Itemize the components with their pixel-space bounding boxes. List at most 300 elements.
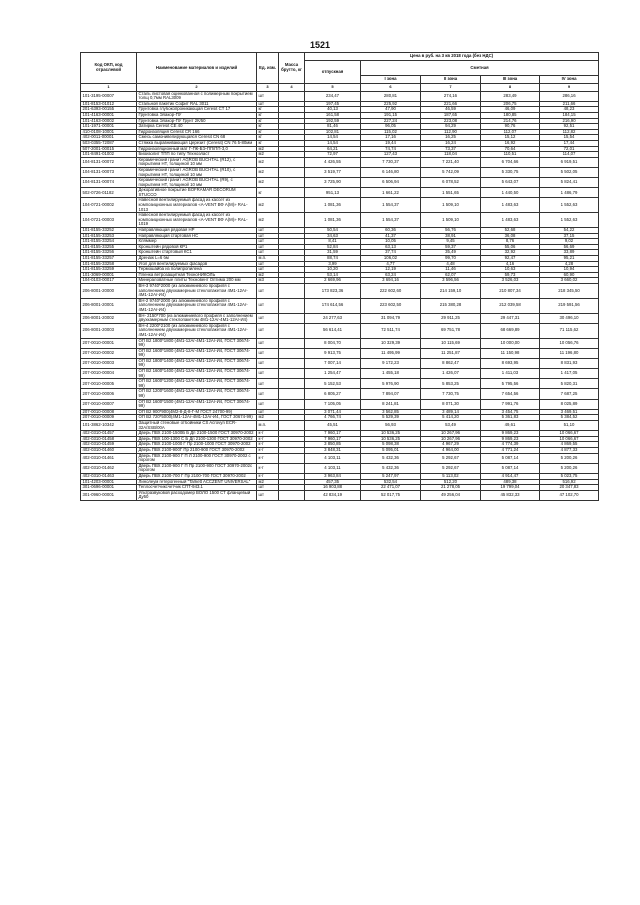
row-zone-1-price: 41,37 bbox=[361, 233, 421, 239]
table-row bbox=[81, 283, 599, 298]
row-unit: шт bbox=[257, 228, 279, 234]
row-zone-4-price: 72,01 bbox=[540, 146, 599, 152]
row-unit: кг bbox=[257, 188, 279, 198]
row-release-price: 10,20 bbox=[305, 267, 361, 273]
row-release-price: 1 081,36 bbox=[305, 213, 361, 228]
row-unit: шт bbox=[257, 490, 279, 500]
row-mass bbox=[279, 379, 305, 389]
row-release-price: 7 105,05 bbox=[305, 399, 361, 409]
row-unit: шт bbox=[257, 313, 279, 323]
row-zone-4-price: 10,94 bbox=[540, 267, 599, 273]
row-zone-1-price: 72 511,74 bbox=[361, 323, 421, 338]
row-release-price: 14,54 bbox=[305, 135, 361, 141]
row-code: 104-8131-00074 bbox=[81, 178, 137, 188]
column-number: 5 bbox=[305, 84, 361, 92]
row-name: Декоративное покрытие BOFRAMAR DECORUM STUCCO bbox=[137, 188, 257, 198]
column-number: 6 bbox=[361, 84, 421, 92]
row-name: Биоизолит ТПП по типу Техноэласт bbox=[137, 152, 257, 158]
row-zone-2-price: 1 551,65 bbox=[421, 188, 481, 198]
header-zone-1: I зона bbox=[361, 76, 421, 84]
row-code: 206-8001-20002 bbox=[81, 313, 137, 323]
row-zone-1-price: 1 554,37 bbox=[361, 213, 421, 228]
row-zone-2-price: 94,29 bbox=[421, 124, 481, 130]
row-mass bbox=[279, 283, 305, 298]
row-zone-2-price: 73,37 bbox=[421, 146, 481, 152]
row-name: Кляммер bbox=[137, 239, 257, 245]
row-name: Керамический гранит AGROB BUCHTAL (R9), с покрытием HT, толщиной 10 мм bbox=[137, 178, 257, 188]
row-code: 101-8155-33252 bbox=[81, 228, 137, 234]
row-zone-3-price: 180,85 bbox=[481, 112, 540, 118]
row-zone-2-price: 5 113,02 bbox=[421, 473, 481, 479]
row-zone-3-price: 6 704,66 bbox=[481, 157, 540, 167]
table-row bbox=[81, 421, 599, 431]
row-code: 206-8001-20001 bbox=[81, 298, 137, 313]
row-release-price: 3 725,90 bbox=[305, 178, 361, 188]
row-zone-4-price: 5 384,52 bbox=[540, 415, 599, 421]
row-mass bbox=[279, 490, 305, 500]
row-zone-4-price: 1 417,05 bbox=[540, 369, 599, 379]
row-zone-4-price: 8 025,89 bbox=[540, 399, 599, 409]
row-zone-1-price: 532,54 bbox=[361, 479, 421, 485]
row-zone-3-price: 5 087,14 bbox=[481, 453, 540, 463]
row-zone-4-price: 5 502,05 bbox=[540, 167, 599, 177]
row-zone-4-price: 3 660,02 bbox=[540, 278, 599, 284]
row-zone-2-price: 4,48 bbox=[421, 261, 481, 267]
row-zone-3-price: 16,92 bbox=[481, 140, 540, 146]
row-name: ОП В2 1800*1800 (4М1-12Ar-4М1-12Ar-И4, ГОСТ 30674-99) bbox=[137, 338, 257, 348]
row-zone-4-price: 10 056,76 bbox=[540, 338, 599, 348]
row-release-price: 3 071,44 bbox=[305, 409, 361, 415]
row-zone-3-price: 49,61 bbox=[481, 421, 540, 431]
row-zone-2-price: 16,24 bbox=[421, 140, 481, 146]
table-row bbox=[81, 399, 599, 409]
row-zone-2-price: 16,25 bbox=[421, 135, 481, 141]
row-zone-1-price: 1 455,18 bbox=[361, 369, 421, 379]
row-unit: шт bbox=[257, 379, 279, 389]
row-zone-4-price: 48,23 bbox=[540, 107, 599, 113]
row-code: 206-8001-20003 bbox=[81, 323, 137, 338]
row-unit: кг bbox=[257, 107, 279, 113]
row-zone-4-price: 114,07 bbox=[540, 152, 599, 158]
row-zone-2-price: 221,66 bbox=[421, 101, 481, 107]
row-release-price: 16 903,88 bbox=[305, 485, 361, 491]
table-row bbox=[81, 389, 599, 399]
row-zone-2-price: 215 380,28 bbox=[421, 298, 481, 313]
row-zone-4-price: 95,21 bbox=[540, 256, 599, 262]
row-release-price: 4 426,55 bbox=[305, 157, 361, 167]
row-zone-3-price: 45 832,33 bbox=[481, 490, 540, 500]
row-unit: шт bbox=[257, 233, 279, 239]
row-unit: шт bbox=[257, 369, 279, 379]
row-zone-2-price: 7 221,40 bbox=[421, 157, 481, 167]
row-release-price: 4 766,74 bbox=[305, 415, 361, 421]
row-code: 101-3862-10342 bbox=[81, 421, 137, 431]
row-zone-4-price: 4 869,55 bbox=[540, 442, 599, 448]
row-zone-4-price: 1 552,63 bbox=[540, 198, 599, 213]
row-mass bbox=[279, 463, 305, 473]
row-mass bbox=[279, 91, 305, 101]
row-zone-3-price: 8,76 bbox=[481, 239, 540, 245]
row-zone-2-price: 223,08 bbox=[421, 118, 481, 124]
row-zone-1-price: 7 730,37 bbox=[361, 157, 421, 167]
row-mass bbox=[279, 453, 305, 463]
row-zone-1-price: 22 471,07 bbox=[361, 485, 421, 491]
row-unit: к-т bbox=[257, 473, 279, 479]
row-release-price: 951,13 bbox=[305, 188, 361, 198]
row-unit: м2 bbox=[257, 167, 279, 177]
row-zone-1-price: 191,15 bbox=[361, 112, 421, 118]
row-zone-1-price: 31 094,79 bbox=[361, 313, 421, 323]
row-code: 101-1971-00001 bbox=[81, 124, 137, 130]
row-zone-3-price: 11 150,98 bbox=[481, 348, 540, 358]
row-release-price: 102,81 bbox=[305, 129, 361, 135]
header-estimate: Сметная bbox=[361, 60, 599, 76]
column-number: 3 bbox=[257, 84, 279, 92]
row-release-price: 14,54 bbox=[305, 140, 361, 146]
column-number-row bbox=[81, 84, 599, 92]
row-zone-3-price: 1 440,50 bbox=[481, 188, 540, 198]
row-release-price: 9 913,75 bbox=[305, 348, 361, 358]
row-unit: м2 bbox=[257, 178, 279, 188]
row-zone-2-price: 4 964,00 bbox=[421, 447, 481, 453]
row-zone-2-price: 10 267,96 bbox=[421, 431, 481, 437]
row-name: Дверь ПВХ 2100-900Г Пр 2100-900 ГОСТ 30970-2002 bbox=[137, 447, 257, 453]
row-unit: м.п. bbox=[257, 421, 279, 431]
row-zone-1-price: 127,43 bbox=[361, 152, 421, 158]
row-release-price: 8 004,70 bbox=[305, 338, 361, 348]
table-row bbox=[81, 178, 599, 188]
row-unit: шт bbox=[257, 358, 279, 368]
row-zone-2-price: 8 071,30 bbox=[421, 399, 481, 409]
row-code: 507-2001-00015 bbox=[81, 146, 137, 152]
row-name: Навесной вентилируемый фасад из кассет из композиционных материалов «A-VENT ВФ А(М)» RAL-1013 bbox=[137, 198, 257, 213]
row-code: 101-8491-01002 bbox=[81, 152, 137, 158]
row-name: Навесной вентилируемый фасад из кассет из композиционных материалов «A-VENT ВФ А(М)» RAL-1019 bbox=[137, 213, 257, 228]
row-name: Термошайба из полипропилена bbox=[137, 267, 257, 273]
row-zone-2-price: 118,04 bbox=[421, 152, 481, 158]
row-zone-1-price: 5 432,36 bbox=[361, 453, 421, 463]
row-name: ОП В2 900*900(4М2-8-Д-8-Г-М ГОСТ 24700-99) bbox=[137, 409, 257, 415]
row-zone-2-price: 3 596,56 bbox=[421, 278, 481, 284]
row-name: Направляющая рядовая НР bbox=[137, 228, 257, 234]
row-zone-3-price: 92,47 bbox=[481, 256, 540, 262]
row-code: 207-0010-00003 bbox=[81, 358, 137, 368]
row-zone-1-price: 7 894,07 bbox=[361, 389, 421, 399]
row-unit: шт bbox=[257, 409, 279, 415]
row-zone-1-price: 106,02 bbox=[361, 256, 421, 262]
row-zone-2-price: 8 862,47 bbox=[421, 358, 481, 368]
row-zone-4-price: 1 486,79 bbox=[540, 188, 599, 198]
row-name: Дверь ПВХ 2100-1500Б Б Дп 2100-1500 ГОСТ 30970-2002 bbox=[137, 431, 257, 437]
row-zone-4-price: 51,10 bbox=[540, 421, 599, 431]
row-zone-2-price: 5 414,20 bbox=[421, 415, 481, 421]
row-name: Смесь самонивелирующаяся Ceresit CN 68 bbox=[137, 135, 257, 141]
row-unit: шт bbox=[257, 389, 279, 399]
row-zone-4-price: 10 066,67 bbox=[540, 436, 599, 442]
row-zone-2-price: 21 278,05 bbox=[421, 485, 481, 491]
header-unit: Ед. изм. bbox=[257, 53, 279, 84]
row-zone-3-price: 5 361,83 bbox=[481, 415, 540, 421]
row-zone-2-price: 35,49 bbox=[421, 250, 481, 256]
row-release-price: 174 614,56 bbox=[305, 298, 361, 313]
row-release-price: 2 669,96 bbox=[305, 278, 361, 284]
row-zone-3-price: 46,09 bbox=[481, 107, 540, 113]
row-code: 402-0310-01460 bbox=[81, 447, 137, 453]
row-zone-3-price: 4 771,24 bbox=[481, 447, 540, 453]
row-name: Минераловатные плиты Техновент Оптима 200 мм bbox=[137, 278, 257, 284]
row-release-price: 161,58 bbox=[305, 112, 361, 118]
row-zone-1-price: 5 976,90 bbox=[361, 379, 421, 389]
row-name: ВН-2 9740*2000 (из алюминиевого профиля с заполнением двухкамерным стеклопакетом 4М1-12Ar-4М1-12Ar-И4) bbox=[137, 298, 257, 313]
header-zone-3: III зона bbox=[481, 76, 540, 84]
row-zone-3-price: 19 799,04 bbox=[481, 485, 540, 491]
row-release-price: 81,46 bbox=[305, 124, 361, 130]
row-unit: м2 bbox=[257, 157, 279, 167]
row-zone-3-price: 489,38 bbox=[481, 479, 540, 485]
row-code: 207-0010-00008 bbox=[81, 409, 137, 415]
row-mass bbox=[279, 369, 305, 379]
row-name: Гидроизоляция Ceresit CR 166 bbox=[137, 129, 257, 135]
row-unit: шт bbox=[257, 399, 279, 409]
row-zone-4-price: 184,15 bbox=[540, 112, 599, 118]
row-name: ВН-3 9740*2000 (из алюминиевого профиля с заполнением двухкамерным стеклопакетом 4М1-12Ar-4М1-12Ar-И4) bbox=[137, 283, 257, 298]
row-zone-4-price: 92,51 bbox=[540, 124, 599, 130]
row-zone-3-price: 4,16 bbox=[481, 261, 540, 267]
row-release-price: 45,51 bbox=[305, 421, 361, 431]
row-name: Угол для вентилируемых фасадов bbox=[137, 261, 257, 267]
row-unit: шт bbox=[257, 261, 279, 267]
row-zone-2-price: 4 967,29 bbox=[421, 442, 481, 448]
row-zone-1-price: 8 241,81 bbox=[361, 399, 421, 409]
row-release-price: 3 848,31 bbox=[305, 447, 361, 453]
row-zone-3-price: 10,63 bbox=[481, 267, 540, 273]
header-mass: Масса брутто, кг bbox=[279, 53, 305, 84]
table-row bbox=[81, 298, 599, 313]
row-zone-2-price: 5 292,67 bbox=[421, 453, 481, 463]
row-zone-3-price: 7 654,56 bbox=[481, 389, 540, 399]
row-code: 207-0010-00006 bbox=[81, 389, 137, 399]
row-zone-4-price: 286,16 bbox=[540, 91, 599, 101]
row-zone-3-price: 1 483,63 bbox=[481, 198, 540, 213]
row-zone-4-price: 71 115,62 bbox=[540, 323, 599, 338]
row-release-price: 4 103,11 bbox=[305, 463, 361, 473]
row-code: 101-4163-00002 bbox=[81, 118, 137, 124]
row-code: 402-0310-01459 bbox=[81, 442, 137, 448]
header-name: Наименование материалов и изделий bbox=[137, 53, 257, 84]
row-release-price: 52,84 bbox=[305, 244, 361, 250]
row-release-price: 6 805,27 bbox=[305, 389, 361, 399]
row-unit: шт bbox=[257, 298, 279, 313]
row-zone-3-price: 32,92 bbox=[481, 250, 540, 256]
header-code: Код ОКП, код отраслевой bbox=[81, 53, 137, 84]
row-zone-1-price: 4,77 bbox=[361, 261, 421, 267]
price-table bbox=[80, 52, 599, 501]
table-row bbox=[81, 213, 599, 228]
row-release-price: 457,35 bbox=[305, 479, 361, 485]
row-zone-4-price: 112,82 bbox=[540, 129, 599, 135]
row-release-price: 7 960,17 bbox=[305, 436, 361, 442]
row-code: 207-0010-00002 bbox=[81, 348, 137, 358]
row-zone-2-price: 187,65 bbox=[421, 112, 481, 118]
row-zone-4-price: 9,02 bbox=[540, 239, 599, 245]
row-mass bbox=[279, 167, 305, 177]
row-code: 101-8155-33255 bbox=[81, 244, 137, 250]
row-code: 101-4203-00001 bbox=[81, 479, 137, 485]
row-release-price: 173 823,36 bbox=[305, 283, 361, 298]
row-zone-2-price: 5 292,67 bbox=[421, 463, 481, 473]
row-zone-4-price: 15,54 bbox=[540, 135, 599, 141]
column-number: 2 bbox=[137, 84, 257, 92]
row-name: ВН-4 2200*2100 (из алюминиевого профиля с заполнением двухкамерным стеклопакетом 4М1-12Ar-4М1-12Ar-И4) bbox=[137, 323, 257, 338]
row-name: Дверь ПВХ 100-1300 С Б Дп 2100-1300 ГОСТ 30970-2002 bbox=[137, 436, 257, 442]
row-name: Дренаж L=6 бм bbox=[137, 256, 257, 262]
table-body bbox=[81, 91, 599, 500]
row-zone-4-price: 4 877,33 bbox=[540, 447, 599, 453]
row-zone-4-price: 56,69 bbox=[540, 244, 599, 250]
row-unit: к-т bbox=[257, 442, 279, 448]
row-unit: м2 bbox=[257, 198, 279, 213]
row-unit: к-т bbox=[257, 463, 279, 473]
row-code: 104-0721-00002 bbox=[81, 198, 137, 213]
row-zone-3-price: 110,51 bbox=[481, 152, 540, 158]
row-code: 207-0010-00005 bbox=[81, 379, 137, 389]
row-release-price: 3 519,77 bbox=[305, 167, 361, 177]
row-zone-4-price: 5 023,75 bbox=[540, 473, 599, 479]
row-release-price: 50,54 bbox=[305, 228, 361, 234]
row-zone-3-price: 3 454,75 bbox=[481, 409, 540, 415]
row-zone-4-price: 4,28 bbox=[540, 261, 599, 267]
row-mass bbox=[279, 389, 305, 399]
row-zone-1-price: 10,05 bbox=[361, 239, 421, 245]
row-zone-2-price: 274,16 bbox=[421, 91, 481, 101]
row-zone-1-price: 6 146,80 bbox=[361, 167, 421, 177]
row-zone-4-price: 54,22 bbox=[540, 228, 599, 234]
row-zone-1-price: 223 602,50 bbox=[361, 298, 421, 313]
row-unit: шт bbox=[257, 244, 279, 250]
row-unit: кг bbox=[257, 135, 279, 141]
row-mass bbox=[279, 323, 305, 338]
row-zone-1-price: 5 098,38 bbox=[361, 442, 421, 448]
header-price-group: Цена в руб. на 3 кв 2018 года (без НДС) bbox=[305, 53, 599, 61]
row-zone-4-price: 17,44 bbox=[540, 140, 599, 146]
row-release-price: 3 850,85 bbox=[305, 442, 361, 448]
row-release-price: 8,41 bbox=[305, 239, 361, 245]
row-name: Дверь ПВХ 2100-700 Г Пр 2100-700 ГОСТ 30970-2002 bbox=[137, 473, 257, 479]
row-zone-3-price: 206,75 bbox=[481, 101, 540, 107]
table-row bbox=[81, 490, 599, 500]
row-zone-2-price: 1 509,10 bbox=[421, 198, 481, 213]
row-mass bbox=[279, 198, 305, 213]
row-release-price: 34,63 bbox=[305, 233, 361, 239]
row-zone-1-price: 6 506,94 bbox=[361, 178, 421, 188]
row-name: Затирка Ceresit CE 40 bbox=[137, 124, 257, 130]
row-zone-4-price: 11 196,80 bbox=[540, 348, 599, 358]
row-zone-4-price: 219 591,56 bbox=[540, 298, 599, 313]
row-zone-4-price: 47 102,70 bbox=[540, 490, 599, 500]
row-unit: кг bbox=[257, 112, 279, 118]
row-zone-2-price: 112,90 bbox=[421, 129, 481, 135]
row-zone-1-price: 9 172,23 bbox=[361, 358, 421, 368]
row-unit: шт bbox=[257, 485, 279, 491]
row-code: 207-0010-00009 bbox=[81, 415, 137, 421]
row-zone-4-price: 8 831,93 bbox=[540, 358, 599, 368]
row-code: 301-0960-00001 bbox=[81, 490, 137, 500]
row-code: 101-8155-33257 bbox=[81, 256, 137, 262]
row-release-price: 234,47 bbox=[305, 91, 361, 101]
row-zone-4-price: 211,66 bbox=[540, 101, 599, 107]
row-mass bbox=[279, 421, 305, 431]
row-zone-4-price: 6 919,51 bbox=[540, 157, 599, 167]
row-zone-4-price: 33,89 bbox=[540, 250, 599, 256]
row-name: ВН- 2150*700 (из алюминиевого профиля с заполнением двухкамерным стеклопакетом 4М1-12Ar-4М1-12Ar-И4) bbox=[137, 313, 257, 323]
row-unit: шт bbox=[257, 323, 279, 338]
row-zone-2-price: 46,59 bbox=[421, 107, 481, 113]
row-code: 104-0721-00003 bbox=[81, 213, 137, 228]
row-unit: кг bbox=[257, 129, 279, 135]
row-zone-3-price: 3 526,03 bbox=[481, 278, 540, 284]
row-name: Сталь листовая оцинкованная с полимерным покрытием толщ 0,7мм RAL3009 bbox=[137, 91, 257, 101]
row-name: Керамический гранит AGROB BUCHTAL (R12), с покрытием HT, толщиной 10 мм bbox=[137, 157, 257, 167]
column-number: 7 bbox=[421, 84, 481, 92]
row-unit: м2 bbox=[257, 152, 279, 158]
row-code: 206-8001-20000 bbox=[81, 283, 137, 298]
row-zone-3-price: 5 330,75 bbox=[481, 167, 540, 177]
row-unit: кг bbox=[257, 118, 279, 124]
row-name: Ультразвуковой расходомер ВОЛО 1500 СТ фланцевый Ду50 bbox=[137, 490, 257, 500]
row-zone-1-price: 12,19 bbox=[361, 267, 421, 273]
row-zone-1-price: 47,90 bbox=[361, 107, 421, 113]
row-zone-1-price: 37,74 bbox=[361, 250, 421, 256]
row-name: Грунтовка глубокопроникающая Ceresit CT 17 bbox=[137, 107, 257, 113]
row-zone-2-price: 10 267,96 bbox=[421, 436, 481, 442]
row-zone-3-price: 55,06 bbox=[481, 244, 540, 250]
column-number: 1 bbox=[81, 84, 137, 92]
row-code: 104-8131-00072 bbox=[81, 157, 137, 167]
row-zone-2-price: 512,20 bbox=[421, 479, 481, 485]
row-zone-1-price: 1 554,37 bbox=[361, 198, 421, 213]
row-code: 101-8155-33258 bbox=[81, 261, 137, 267]
row-zone-1-price: 63,24 bbox=[361, 272, 421, 278]
row-release-price: 72,97 bbox=[305, 152, 361, 158]
table-row bbox=[81, 348, 599, 358]
row-name: Защитный стеновые отбойники CS Acrovyn ECR-32A/SSB/00A bbox=[137, 421, 257, 431]
row-release-price: 53,14 bbox=[305, 272, 361, 278]
table-row bbox=[81, 463, 599, 473]
row-code: 207-0010-00001 bbox=[81, 338, 137, 348]
row-zone-2-price: 49 256,04 bbox=[421, 490, 481, 500]
row-zone-1-price: 227,24 bbox=[361, 118, 421, 124]
row-zone-2-price: 29 911,25 bbox=[421, 313, 481, 323]
row-code: 301-0696-00001 bbox=[81, 485, 137, 491]
table-row bbox=[81, 313, 599, 323]
table-row bbox=[81, 338, 599, 348]
row-zone-3-price: 4 914,47 bbox=[481, 473, 540, 479]
row-zone-4-price: 30 496,10 bbox=[540, 313, 599, 323]
row-zone-3-price: 8 693,95 bbox=[481, 358, 540, 368]
row-mass bbox=[279, 348, 305, 358]
row-zone-1-price: 280,81 bbox=[361, 91, 421, 101]
row-name: ОП В2 720*5000(4М1-12Ar-4М1-12Ar-И4, ГОСТ 30674-99) bbox=[137, 415, 257, 421]
row-name: Кронштейн стартовый КС1 bbox=[137, 250, 257, 256]
row-name: Пленка ветрозащитная ТехноНИКОЛЬ bbox=[137, 272, 257, 278]
row-code: 101-4163-00001 bbox=[81, 112, 137, 118]
row-code: 101-8155-33254 bbox=[81, 239, 137, 245]
row-zone-2-price: 7 730,75 bbox=[421, 389, 481, 399]
row-zone-1-price: 5 247,97 bbox=[361, 473, 421, 479]
row-unit: м2 bbox=[257, 146, 279, 152]
row-zone-3-price: 70,64 bbox=[481, 146, 540, 152]
row-zone-4-price: 60,90 bbox=[540, 272, 599, 278]
